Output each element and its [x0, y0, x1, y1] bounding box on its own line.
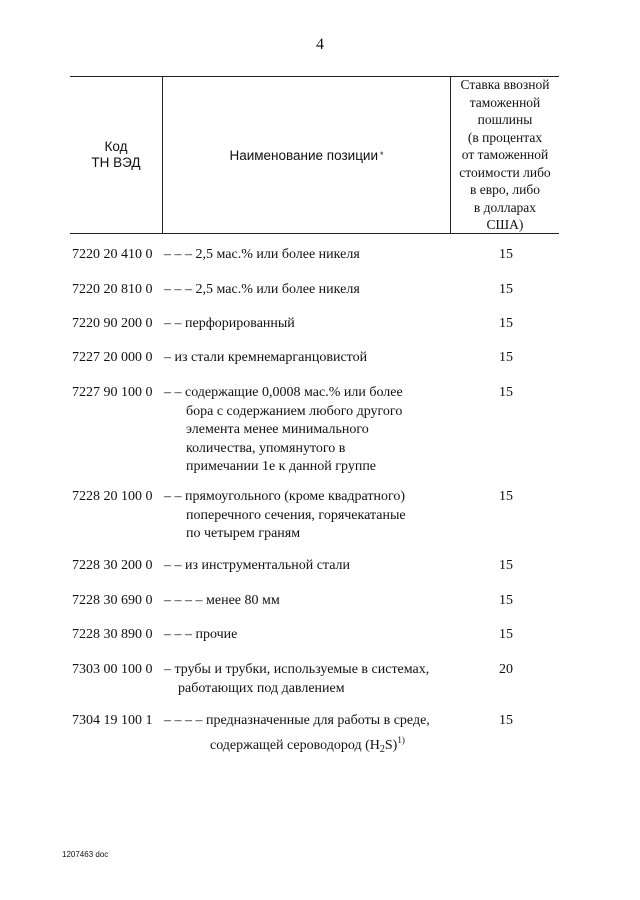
- row-rate: 15: [499, 627, 513, 642]
- footer-doc-id: 1207463 doc: [62, 850, 109, 859]
- header-rate-line: США): [486, 217, 524, 233]
- row-code: 7220 20 410 0: [72, 247, 153, 262]
- row-code: 7303 00 100 0: [72, 662, 153, 677]
- row-code: 7220 20 810 0: [72, 282, 153, 297]
- row-description: [164, 661, 464, 698]
- row-description-line: – – – 2,5 мас.% или более никеля: [164, 282, 360, 297]
- row-description-line: – трубы и трубки, используемые в системах,: [164, 662, 430, 677]
- row-description-line: по четырем граням: [186, 526, 301, 541]
- row-code: 7227 90 100 0: [72, 385, 153, 400]
- row-description: [164, 281, 464, 300]
- page-number: 4: [316, 36, 324, 53]
- header-rate: [451, 77, 559, 233]
- header-rate-line: таможенной: [469, 94, 541, 110]
- row-description-line: – – прямоугольного (кроме квадратного): [164, 489, 406, 504]
- header-name: [163, 77, 451, 233]
- row-description-line: элемента менее минимального: [186, 422, 369, 437]
- row-description: [164, 557, 464, 576]
- row-description: [164, 626, 464, 645]
- row-description-line: поперечного сечения, горячекатаные: [186, 507, 406, 523]
- row-rate: 15: [499, 316, 513, 331]
- row-description-line: [164, 731, 464, 760]
- row-description-text: S): [384, 737, 398, 753]
- header-name-text: Наименование позиции: [229, 147, 379, 163]
- row-description: [164, 349, 464, 368]
- row-rate: 15: [499, 558, 513, 573]
- header-rate-line: стоимости либо: [459, 164, 551, 180]
- row-rate: 15: [499, 350, 513, 365]
- row-code: 7228 30 890 0: [72, 627, 153, 642]
- header-rate-line: в долларах: [473, 199, 537, 215]
- row-description-line: – – – – менее 80 мм: [164, 593, 280, 608]
- row-description: [164, 246, 464, 265]
- row-description: [164, 315, 464, 334]
- row-description: [164, 592, 464, 611]
- row-description-line: – – – 2,5 мас.% или более никеля: [164, 247, 360, 262]
- header-rate-line: Ставка ввозной: [460, 77, 550, 93]
- header-code-line: Код: [104, 139, 128, 154]
- subscript: 2: [379, 743, 385, 755]
- row-description: [164, 384, 464, 477]
- row-description-line: – – – прочие: [164, 627, 238, 642]
- row-description-line: количества, упомянутого в: [186, 440, 346, 456]
- row-description-line: бора с содержанием любого другого: [186, 403, 403, 419]
- row-code: 7227 20 000 0: [72, 350, 153, 365]
- header-rate-line: в евро, либо: [470, 182, 540, 198]
- row-description-line: – – содержащие 0,0008 мас.% или более: [164, 385, 403, 400]
- header-rate-line: пошлины: [477, 112, 533, 128]
- row-description-line: работающих под давлением: [178, 680, 345, 696]
- row-code: 7228 30 200 0: [72, 558, 153, 573]
- header-name-footnote-mark: *: [380, 150, 384, 160]
- row-rate: 15: [499, 489, 513, 504]
- row-rate: 15: [499, 385, 513, 400]
- row-description: [164, 488, 464, 544]
- row-rate: 15: [499, 282, 513, 297]
- row-description-line: – – из инструментальной стали: [164, 558, 351, 573]
- row-code: 7228 20 100 0: [72, 489, 153, 504]
- header-rate-line: от таможенной: [461, 147, 549, 163]
- row-description-line: примечании 1е к данной группе: [186, 459, 377, 474]
- row-description: [164, 712, 464, 759]
- row-description-line: – – – – предназначенные для работы в среде,: [164, 713, 430, 728]
- row-code: 7304 19 100 1: [72, 713, 153, 728]
- header-code: [70, 77, 163, 233]
- header-code-line: ТН ВЭД: [91, 155, 141, 170]
- row-rate: 15: [499, 713, 513, 728]
- row-code: 7220 90 200 0: [72, 316, 153, 331]
- row-description-line: – – перфорированный: [164, 316, 295, 331]
- row-code: 7228 30 690 0: [72, 593, 153, 608]
- row-rate: 20: [499, 662, 513, 677]
- row-description-text: содержащей сероводород (H: [210, 737, 380, 753]
- footnote-mark: 1): [397, 734, 405, 745]
- header-rate-line: (в процентах: [467, 129, 543, 145]
- table-header: [70, 76, 559, 234]
- row-rate: 15: [499, 593, 513, 608]
- row-rate: 15: [499, 247, 513, 262]
- row-description-line: – из стали кремнемарганцовистой: [164, 350, 368, 365]
